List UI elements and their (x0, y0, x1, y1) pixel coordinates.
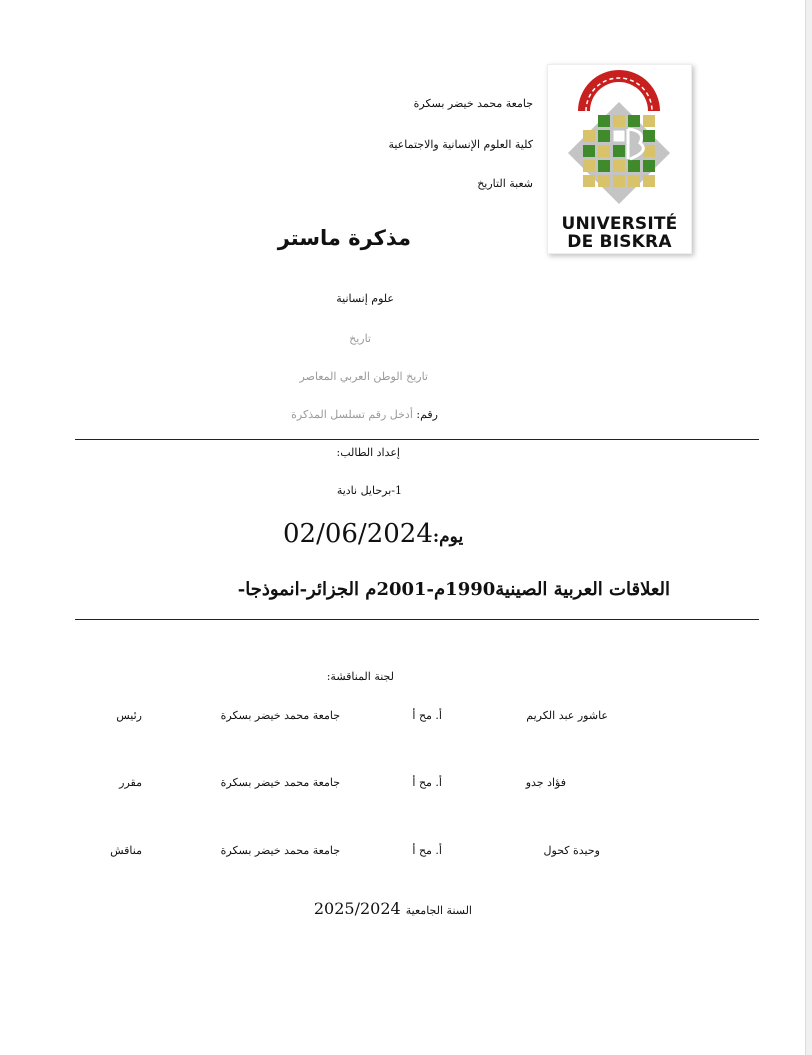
thesis-number[interactable] (291, 408, 438, 421)
member-role: مناقش (110, 844, 142, 857)
logo-line-1: UNIVERSITÉ (561, 214, 678, 234)
member-name: وحيدة كحول (543, 844, 600, 857)
specialty-label: تاريخ الوطن العربي المعاصر (299, 370, 428, 383)
university-name: جامعة محمد خيضر بسكرة (413, 97, 533, 110)
member-grade: أ. مح أ (412, 776, 442, 789)
divider-top (75, 439, 759, 440)
logo-line-2: DE BISKRA (567, 232, 672, 252)
member-institution: جامعة محمد خيضر بسكرة (220, 709, 340, 722)
document-title: مذكرة ماستر (277, 226, 411, 250)
member-grade: أ. مح أ (412, 709, 442, 722)
defense-date (283, 519, 463, 549)
field-label: علوم إنسانية (336, 292, 394, 305)
member-role: رئيس (116, 709, 142, 722)
thesis-title: العلاقات العربية الصينية1990م-2001م الجزائر-انموذجا- (237, 579, 670, 600)
academic-year-value: 2025/2024 (313, 899, 401, 918)
student-label: إعداد الطالب: (336, 446, 400, 459)
date-label: يوم: (432, 527, 464, 547)
committee-label: لجنة المناقشة: (326, 670, 394, 683)
thesis-number-label: رقم: (416, 408, 438, 421)
member-role: مقرر (119, 776, 142, 789)
member-institution: جامعة محمد خيضر بسكرة (220, 844, 340, 857)
member-name: فؤاد جدو (525, 776, 566, 789)
academic-year-label: السنة الجامعية (405, 904, 472, 917)
member-institution: جامعة محمد خيضر بسكرة (220, 776, 340, 789)
date-value: 02/06/2024 (283, 519, 433, 549)
university-logo (547, 64, 692, 254)
page-edge (805, 0, 812, 1055)
thesis-number-placeholder[interactable]: أدخل رقم تسلسل المذكرة (291, 408, 413, 421)
branch-label: تاريخ (349, 332, 371, 345)
department-name: شعبة التاريخ (477, 177, 533, 190)
academic-year (314, 899, 472, 918)
divider-bottom (75, 619, 759, 620)
member-grade: أ. مح أ (412, 844, 442, 857)
member-name: عاشور عبد الكريم (526, 709, 608, 722)
faculty-name: كلية العلوم الإنسانية والاجتماعية (388, 138, 533, 151)
student-name: 1-برحايل نادية (336, 484, 402, 497)
